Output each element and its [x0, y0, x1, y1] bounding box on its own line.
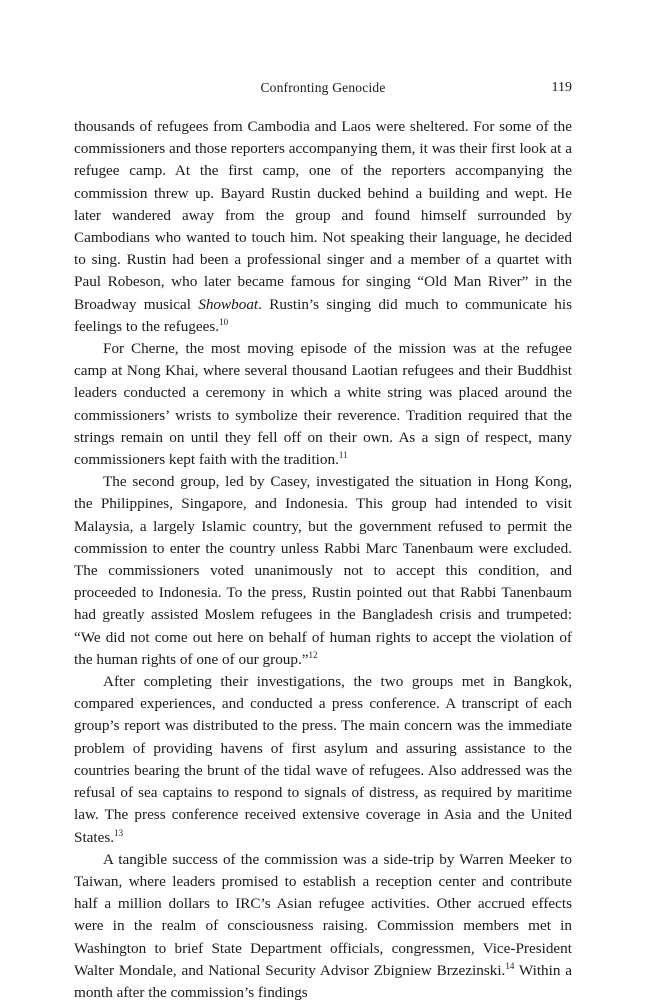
paragraph-text: . Rustin’s singing did much to communicate his feelings to the refugees.	[74, 295, 572, 335]
running-head	[74, 80, 572, 100]
note-reference: 11	[338, 450, 348, 461]
book-page	[74, 0, 572, 1001]
page-number: 119	[551, 80, 572, 95]
paragraph-text: The second group, led by Casey, investigated the situation in Hong Kong, the Philippines, Singapore, and Indonesia. This group had intended to visit Malaysia, a largely Islamic country, but the government refused to permit the commission to enter the country unless Rabbi Marc Tanenbaum were excluded. The commissioners voted unanimously not to accept this condition, and proceeded to Indonesia. To the press, Rustin pointed out that Rabbi Tanenbaum had greatly assisted Moslem refugees in the Bangladesh crisis and trumpeted: “We did not come out here on behalf of human rights to accept the violation of the human rights of one of our group.”	[74, 473, 572, 668]
paragraph-text: For Cherne, the most moving episode of the mission was at the refugee camp at Nong Khai, where several thousand Laotian refugees and their Buddhist leaders conducted a ceremony in which a white string was placed around the commissioners’ wrists to symbolize their reverence. Tradition required that the strings remain on until they fell off on their own. As a sign of respect, many commissioners kept faith with the tradition.	[74, 340, 572, 469]
note-reference: 10	[219, 316, 229, 327]
paragraph-text: Within a month after the commission’s findings	[74, 961, 572, 1001]
paragraph-text: thousands of refugees from Cambodia and Laos were sheltered. For some of the commissioners and those reporters accompanying them, it was their first look at a refugee camp. At the first camp, one of the reporters accompanying the commission threw up. Bayard Rustin ducked behind a building and wept. He later wandered away from the group and found himself surrounded by Cambodians who wanted to touch him. Not speaking their language, he decided to sing. Rustin had been a professional singer and a member of a quartet with Paul Robeson, who later became famous for singing “Old Man River” in the Broadway musical	[74, 118, 572, 313]
italic-title: Showboat	[198, 295, 259, 313]
paragraph	[74, 338, 572, 471]
paragraph	[74, 849, 572, 1004]
paragraph	[74, 671, 572, 849]
note-reference: 14	[505, 960, 515, 971]
running-title: Confronting Genocide	[260, 80, 386, 95]
paragraph	[74, 116, 572, 338]
body-text	[74, 116, 572, 1004]
paragraph-text: After completing their investigations, the two groups met in Bangkok, compared experiences, and conducted a press conference. A transcript of each group’s report was distributed to the press. The main concern was the immediate problem of providing havens of first asylum and assuring assistance to the countries bearing the brunt of the tidal wave of refugees. Also addressed was the refusal of sea captains to respond to signals of distress, as required by maritime law. The press conference received extensive coverage in Asia and the United States.	[74, 673, 572, 846]
note-reference: 12	[308, 649, 318, 660]
note-reference: 13	[114, 827, 124, 838]
paragraph-text: A tangible success of the commission was a side-trip by Warren Meeker to Taiwan, where leaders promised to establish a reception center and contribute half a million dollars to IRC’s Asian refugee activities. Other accrued effects were in the realm of consciousness raising. Commission members met in Washington to brief State Department officials, congressmen, Vice-President Walter Mondale, and National Security Advisor Zbigniew Brzezinski.	[74, 850, 572, 979]
paragraph	[74, 471, 572, 671]
